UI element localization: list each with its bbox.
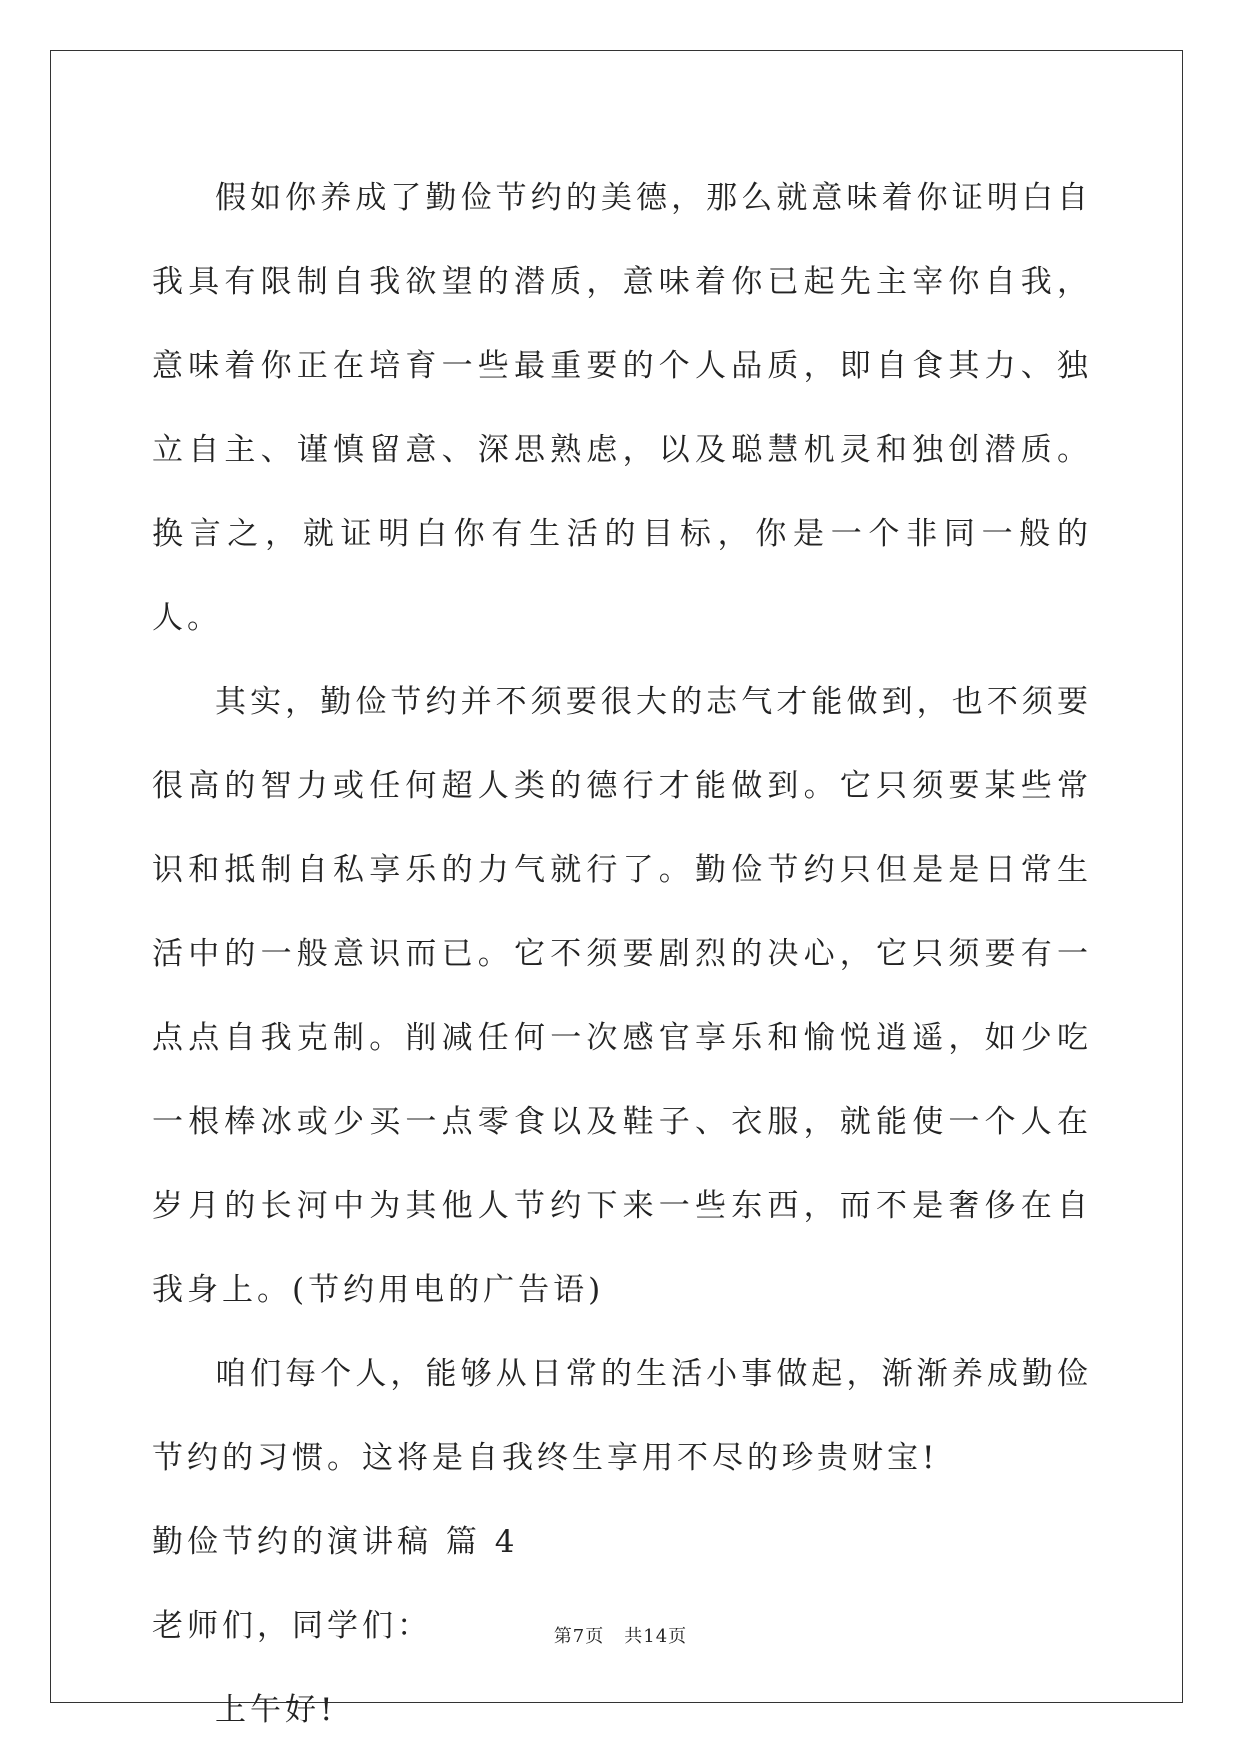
page-number-current: 第7页: [553, 1626, 605, 1647]
paragraph-2: 其实，勤俭节约并不须要很大的志气才能做到，也不须要很高的智力或任何超人类的德行才能做到。它只须要某些常识和抵制自私享乐的力气就行了。勤俭节约只但是是日常生活中的一般意识而已。它不须要剧烈的决心，它只须要有一点点自我克制。削减任何一次感官享乐和愉悦逍遥，如少吃一根棒冰或少买一点零食以及鞋子、衣服，就能使一个人在岁月的长河中为其他人节约下来一些东西，而不是奢侈在自我身上。(节约用电的广告语): [152, 684, 1092, 1308]
page-number-total: 共14页: [624, 1626, 688, 1647]
paragraph-1: 假如你养成了勤俭节约的美德，那么就意味着你证明白自我具有限制自我欲望的潜质，意味着你已起先主宰你自我，意味着你正在培育一些最重要的个人品质，即自食其力、独立自主、谨慎留意、深思熟虑，以及聪慧机灵和独创潜质。换言之，就证明白你有生活的目标，你是一个非同一般的人。: [152, 180, 1092, 636]
greeting: 上午好!: [215, 1692, 337, 1728]
page-footer: [0, 1622, 1241, 1648]
salutation: 老师们，同学们：: [152, 1608, 432, 1644]
paragraph-3: 咱们每个人，能够从日常的生活小事做起，渐渐养成勤俭节约的习惯。这将是自我终生享用不尽的珍贵财宝!: [152, 1356, 1092, 1476]
document-body: [152, 156, 1092, 1752]
section-title: 勤俭节约的演讲稿 篇 4: [152, 1524, 519, 1560]
